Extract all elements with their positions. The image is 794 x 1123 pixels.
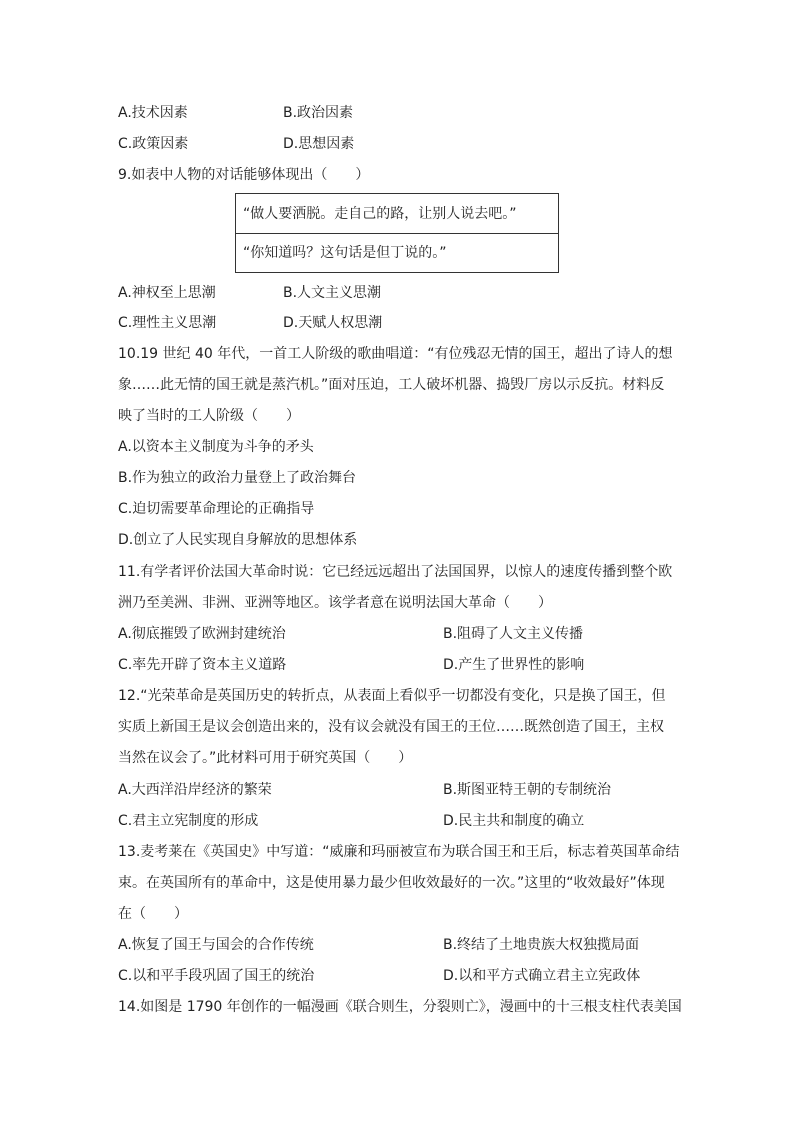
q11-stem-line: 11.有学者评价法国大革命时说：它已经远远超出了法国国界，以惊人的速度传播到整个欧	[118, 564, 673, 580]
q8-option-a[interactable]: A.技术因素	[118, 105, 188, 121]
q10-option-d[interactable]: D.创立了人民实现自身解放的思想体系	[118, 532, 358, 548]
q9-option-d[interactable]: D.天赋人权思潮	[283, 315, 383, 331]
q10-option-b[interactable]: B.作为独立的政治力量登上了政治舞台	[118, 470, 357, 486]
q11-option-a[interactable]: A.彻底摧毁了欧洲封建统治	[118, 626, 286, 642]
q12-stem-line: 12.“光荣革命是英国历史的转折点，从表面上看似乎一切都没有变化，只是换了国王，但	[118, 688, 666, 704]
q10-option-c[interactable]: C.迫切需要革命理论的正确指导	[118, 501, 315, 517]
q11-option-c[interactable]: C.率先开辟了资本主义道路	[118, 657, 287, 673]
q14-stem-line: 14.如图是 1790 年创作的一幅漫画《联合则生，分裂则亡》，漫画中的十三根支柱代表美国	[118, 999, 682, 1015]
q9-dialogue-row: “你知道吗？这句话是但丁说的。”	[243, 245, 447, 261]
q11-stem-line: 洲乃至美洲、非洲、亚洲等地区。该学者意在说明法国大革命（ ）	[118, 595, 552, 611]
q11-option-b[interactable]: B.阻碍了人文主义传播	[443, 626, 584, 642]
q9-dialogue-table	[235, 193, 559, 273]
q13-option-c[interactable]: C.以和平手段巩固了国王的统治	[118, 968, 315, 984]
q10-stem-line: 象……此无情的国王就是蒸汽机。”面对压迫，工人破坏机器、捣毁厂房以示反抗。材料反	[118, 377, 665, 393]
q8-option-b[interactable]: B.政治因素	[283, 105, 354, 121]
q13-option-a[interactable]: A.恢复了国王与国会的合作传统	[118, 937, 314, 953]
q12-stem-line: 当然在议会了。”此材料可用于研究英国（ ）	[118, 750, 413, 766]
q10-option-a[interactable]: A.以资本主义制度为斗争的矛头	[118, 439, 314, 455]
q13-stem-line: 13.麦考莱在《英国史》中写道：“威廉和玛丽被宣布为联合国王和王后，标志着英国革命结	[118, 844, 680, 860]
q10-stem-line: 映了当时的工人阶级（ ）	[118, 408, 300, 424]
q9-dialogue-row: “做人要洒脱。走自己的路，让别人说去吧。”	[236, 194, 558, 234]
q12-option-b[interactable]: B.斯图亚特王朝的专制统治	[443, 782, 612, 798]
q8-option-d[interactable]: D.思想因素	[283, 136, 355, 152]
q9-stem: 9.如表中人物的对话能够体现出（ ）	[118, 167, 370, 183]
q13-stem-line: 在（ ）	[118, 906, 188, 922]
q9-option-c[interactable]: C.理性主义思潮	[118, 315, 217, 331]
q13-option-d[interactable]: D.以和平方式确立君主立宪政体	[443, 968, 641, 984]
q12-stem-line: 实质上新国王是议会创造出来的，没有议会就没有国王的王位……既然创造了国王，主权	[118, 719, 664, 735]
q12-option-d[interactable]: D.民主共和制度的确立	[443, 813, 585, 829]
q12-option-c[interactable]: C.君主立宪制度的形成	[118, 813, 259, 829]
q8-option-c[interactable]: C.政策因素	[118, 136, 189, 152]
q9-option-b[interactable]: B.人文主义思潮	[283, 285, 382, 301]
q13-option-b[interactable]: B.终结了土地贵族大权独揽局面	[443, 937, 640, 953]
q13-stem-line: 束。在英国所有的革命中，这是使用暴力最少但收效最好的一次。”这里的“收效最好”体现	[118, 875, 665, 891]
q11-option-d[interactable]: D.产生了世界性的影响	[443, 657, 585, 673]
q10-stem-line: 10.19 世纪 40 年代，一首工人阶级的歌曲唱道：“有位残忍无情的国王，超出了诗人的想	[118, 346, 673, 362]
q9-option-a[interactable]: A.神权至上思潮	[118, 285, 216, 301]
q12-option-a[interactable]: A.大西洋沿岸经济的繁荣	[118, 782, 272, 798]
